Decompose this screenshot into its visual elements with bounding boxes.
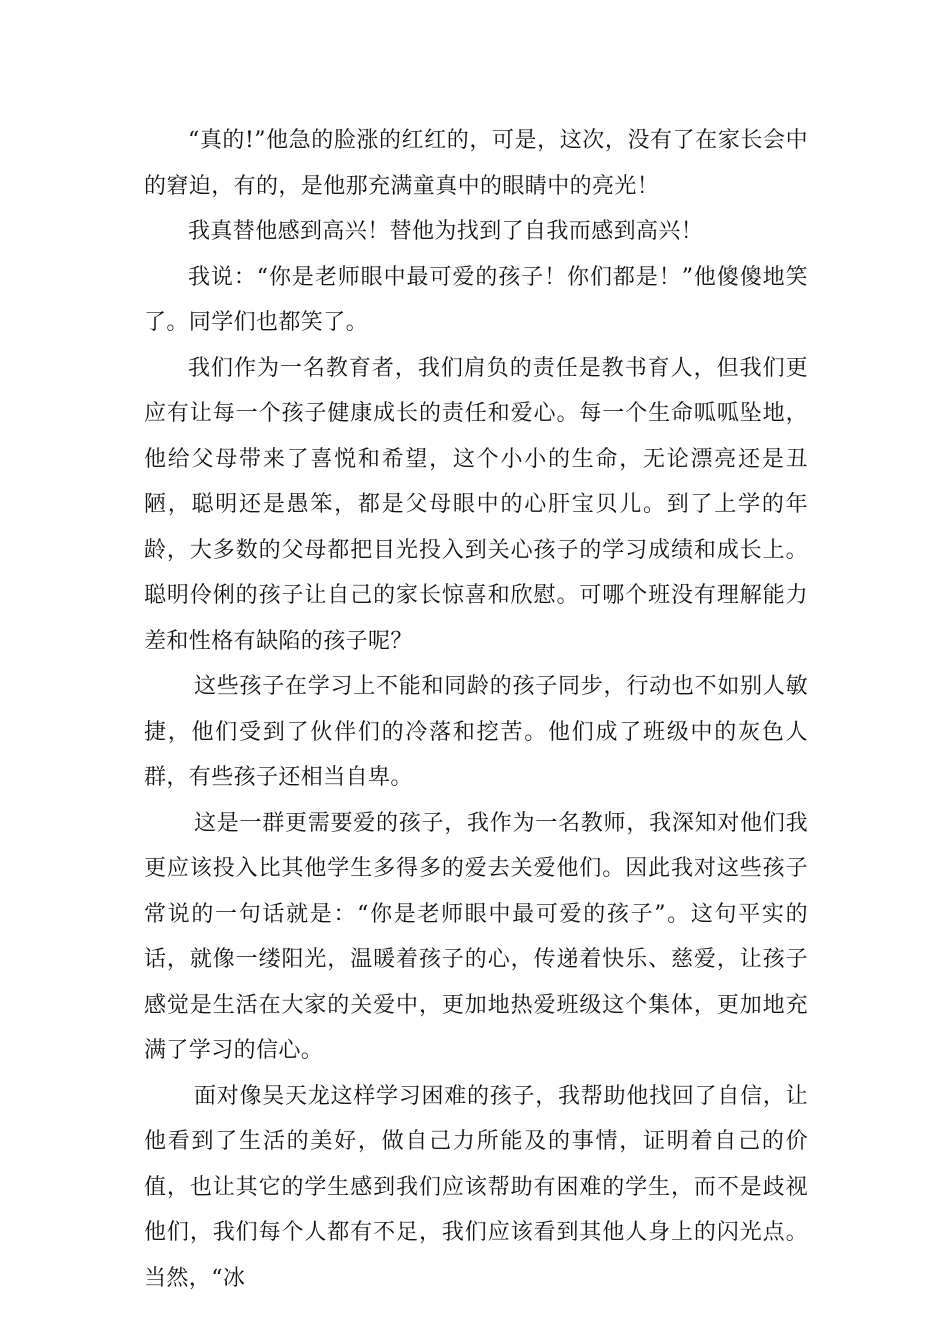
paragraph-7: 面对像吴天龙这样学习困难的孩子，我帮助他找回了自信，让他看到了生活的美好，做自己力所能及的事情，证明着自己的价值，也让其它的学生感到我们应该帮助有困难的学生，而不是歧视他们，我们每个人都有不足，我们应该看到其他人身上的闪光点。当然，“冰 [144, 1083, 808, 1291]
paragraph-5: 这些孩子在学习上不能和同龄的孩子同步，行动也不如别人敏捷，他们受到了伙伴们的冷落和挖苦。他们成了班级中的灰色人群，有些孩子还相当自卑。 [144, 674, 808, 790]
paragraph-6: 这是一群更需要爱的孩子，我作为一名教师，我深知对他们我更应该投入比其他学生多得多的爱去关爱他们。因此我对这些孩子常说的一句话就是：“你是老师眼中最可爱的孩子”。这句平实的话，就像一缕阳光，温暖着孩子的心，传递着快乐、慈爱，让孩子感觉是生活在大家的关爱中，更加地热爱班级这个集体，更加地充满了学习的信心。 [144, 810, 808, 1063]
paragraph-4: 我们作为一名教育者，我们肩负的责任是教书育人，但我们更应有让每一个孩子健康成长的责任和爱心。每一个生命呱呱坠地，他给父母带来了喜悦和希望，这个小小的生命，无论漂亮还是丑陋，聪明还是愚笨，都是父母眼中的心肝宝贝儿。到了上学的年龄，大多数的父母都把目光投入到关心孩子的学习成绩和成长上。聪明伶俐的孩子让自己的家长惊喜和欣慰。可哪个班没有理解能力差和性格有缺陷的孩子呢？ [144, 355, 808, 654]
paragraph-3: 我说：“你是老师眼中最可爱的孩子！你们都是！”他傻傻地笑了。同学们也都笑了。 [144, 264, 808, 335]
document-body [144, 118, 808, 1301]
paragraph-1: “真的!”他急的脸涨的红红的，可是，这次，没有了在家长会中的窘迫，有的，是他那充满童真中的眼睛中的亮光！ [144, 128, 808, 199]
paragraph-2: 我真替他感到高兴！替他为找到了自我而感到高兴！ [188, 219, 704, 244]
